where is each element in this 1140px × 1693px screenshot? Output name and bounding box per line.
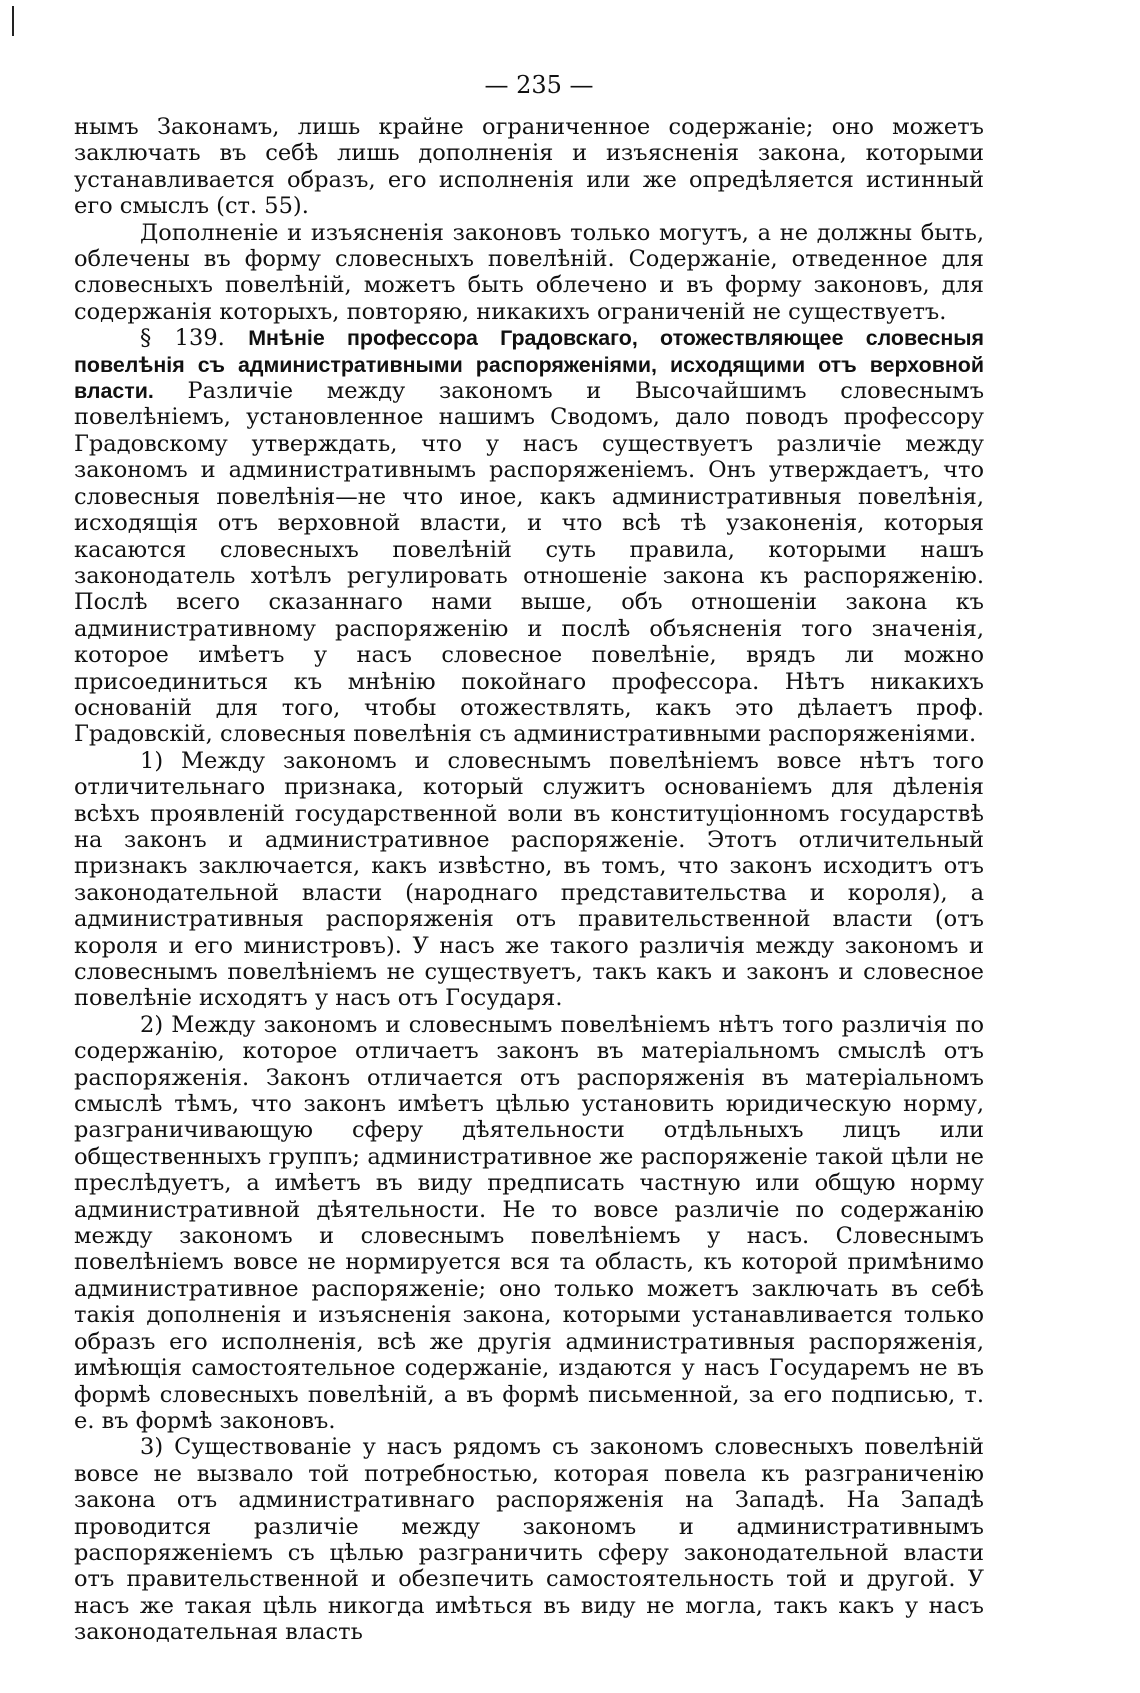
paragraph-section-139 bbox=[74, 325, 984, 748]
document-page bbox=[74, 70, 984, 1646]
paragraph-point-3: 3) Существованіе у насъ рядомъ съ закономъ словесныхъ повелѣній вовсе не вызвало той потребностью, которая повела къ разграниченію закона отъ административнаго распоряженія на Западѣ. На Западѣ проводится различіе между закономъ и административнымъ распоряженіемъ съ цѣлью разграничить сферу законодательной власти отъ правительственной и обезпечить самостоятельность той и другой. У насъ же такая цѣль никогда имѣться въ виду не могла, такъ какъ у насъ законодательная власть bbox=[74, 1434, 984, 1646]
section-body: Различіе между закономъ и Высочайшимъ словеснымъ повелѣніемъ, установленное нашимъ Сводомъ, дало поводъ профессору Градовскому утверждать, что у насъ существуетъ различіе между закономъ и административнымъ распоряженіемъ. Онъ утверждаетъ, что словесныя повелѣнія—не что иное, какъ административныя повелѣнія, исходящія отъ верховной власти, и что всѣ тѣ узаконенія, которыя касаются словесныхъ повелѣній суть правила, которыми нашъ законодатель хотѣлъ регулировать отношеніе закона къ распоряженію. Послѣ всего сказаннаго нами выше, объ отношеніи закона къ административному распоряженію и послѣ объясненія того значенія, которое имѣетъ у насъ словесное повелѣніе, врядъ ли можно присоединиться къ мнѣнію покойнаго профессора. Нѣтъ никакихъ основаній для того, чтобы отожествлять, какъ это дѣлаетъ проф. Градовскій, словесныя повелѣнія съ административными распоряженіями. bbox=[74, 378, 985, 748]
page-number: — 235 — bbox=[484, 71, 594, 99]
paragraph-supplements: Дополненіе и изъясненія законовъ только могутъ, а не должны быть, облечены въ форму словесныхъ повелѣній. Содержаніе, отведенное для словесныхъ повелѣній, можетъ быть облечено и въ форму законовъ, для содержанія которыхъ, повторяю, никакихъ ограниченій не существуетъ. bbox=[74, 219, 984, 325]
section-title: Мнѣніе профессора Градовскаго, отожествляющее словесныя повелѣнія съ административными распоряженіями, исходящими отъ верховной власти. bbox=[74, 326, 985, 404]
paragraph-continuation: нымъ Законамъ, лишь крайне ограниченное содержаніе; оно можетъ заключать въ себѣ лишь дополненія и изъясненія закона, которыми устанавливается образъ, его исполненія или же опредѣляется истинный его смыслъ (ст. 55). bbox=[74, 114, 984, 220]
page-edge-mark bbox=[12, 6, 14, 36]
section-number: § 139. bbox=[140, 325, 225, 352]
paragraph-point-2: 2) Между закономъ и словеснымъ повелѣніемъ нѣтъ того различія по содержанію, которое отличаетъ законъ въ матеріальномъ смыслѣ отъ распоряженія. Законъ отличается отъ распоряженія въ матеріальномъ смыслѣ тѣмъ, что законъ имѣетъ цѣлью установить юридическую норму, разграничивающую сферу дѣятельности отдѣльныхъ лицъ или общественныхъ группъ; административное же распоряженіе такой цѣли не преслѣдуетъ, а имѣетъ въ виду предписать частную или общую норму административной дѣятельности. Не то вовсе различіе по содержанію между закономъ и словеснымъ повелѣніемъ у насъ. Словеснымъ повелѣніемъ вовсе не нормируется вся та область, къ которой примѣнимо административное распоряженіе; оно только можетъ заключать въ себѣ такія дополненія и изъясненія закона, которыми устанавливается только образъ его исполненія, всѣ же другія административныя распоряженія, имѣющія самостоятельное содержаніе, издаются у насъ Государемъ не въ формѣ словесныхъ повелѣній, а въ формѣ письменной, за его подписью, т. е. въ формѣ законовъ. bbox=[74, 1011, 984, 1434]
paragraph-point-1: 1) Между закономъ и словеснымъ повелѣніемъ вовсе нѣтъ того отличительнаго признака, который служитъ основаніемъ для дѣленія всѣхъ проявленій государственной воли въ конституціонномъ государствѣ на законъ и административное распоряженіе. Этотъ отличительный признакъ заключается, какъ извѣстно, въ томъ, что законъ исходитъ отъ законодательной власти (народнаго представительства и короля), а административныя распоряженія отъ правительственной власти (отъ короля и его министровъ). У насъ же такого различія между закономъ и словеснымъ повелѣніемъ не существуетъ, такъ какъ и законъ и словесное повелѣніе исходятъ у насъ отъ Государя. bbox=[74, 747, 984, 1012]
